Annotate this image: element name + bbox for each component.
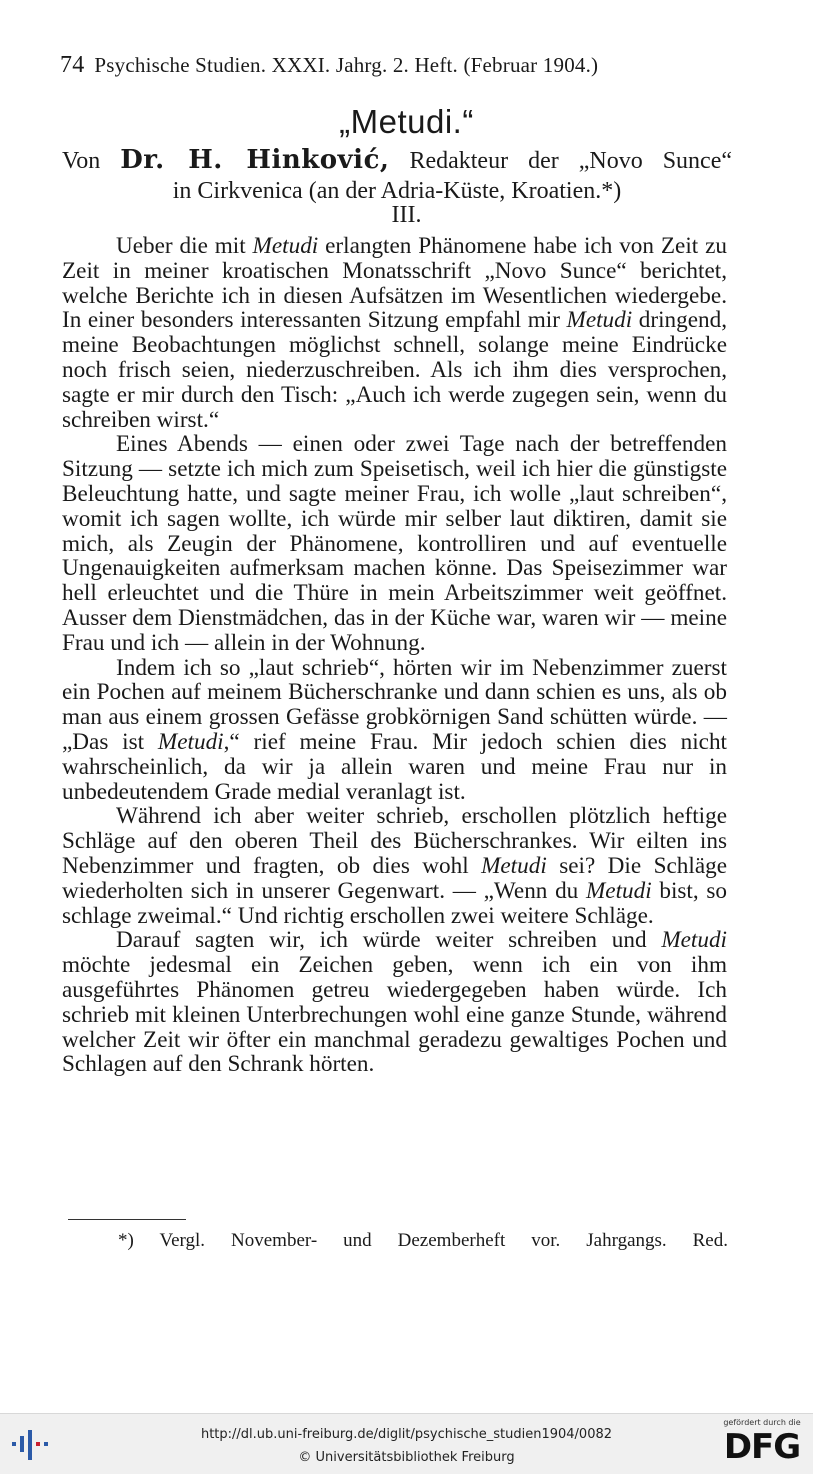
source-url[interactable]: http://dl.ub.uni-freiburg.de/diglit/psychische_studien1904/0082	[200, 1427, 613, 1442]
section-number: III.	[391, 202, 422, 228]
footnote: *) Vergl. November- und Dezemberheft vor. Jahrgangs. Red.	[118, 1230, 728, 1251]
body-paragraph	[62, 432, 727, 655]
author-location: in Cirkvenica (an der Adria-Küste, Kroatien.*)	[172, 178, 622, 204]
italic-name: Metudi	[481, 852, 547, 879]
author-role: Redakteur der „Novo Sunce“	[409, 148, 733, 174]
byline-line-1	[62, 145, 732, 176]
author-name: Dr. H. Hinković,	[120, 145, 390, 175]
text-run: sei? Die Schläge wiederholten sich in unserer Gegenwart. — „Wenn du	[62, 852, 727, 904]
italic-name: Metudi	[252, 233, 319, 259]
viewer-footer	[0, 1413, 813, 1474]
body-paragraph	[62, 656, 727, 805]
text-run: erlangten Phänomene habe ich von Zeit zu Zeit in meiner kroatischen Monatsschrift „Novo Sunce“ berichtet, welche Berichte ich in diesen Aufsätzen im Wesentlichen wiedergebe. In einer besonders interessanten Sitzung empfahl mir	[62, 233, 727, 334]
byline	[62, 145, 732, 206]
text-run: Ueber die mit	[116, 233, 253, 259]
text-run: Während ich aber weiter schrieb, erschollen plötzlich heftige Schläge auf den oberen Theil des Bücherschrankes. Wir eilten ins Nebenzimmer und fragten, ob dies wohl	[62, 803, 727, 879]
text-run: bist, so schlage zweimal.“ Und richtig erschollen zwei weitere Schläge.	[62, 877, 727, 929]
text-run: Eines Abends — einen oder zwei Tage nach der betreffenden Sitzung — setzte ich mich zum Speisetisch, weil ich hier die günstigste Beleuchtung hatte, und sagte meiner Frau, ich wolle „laut schreiben“, womit ich sagen wollte, ich würde mir selber laut diktiren, damit sie mich, als Zeugin der Phänomene, kontrolliren und auf eventuelle Ungenauigkeiten aufmerksam machen könne. Das Speisezimmer war hell erleuchtet und die Thüre in mein Arbeitszimmer weit geöffnet. Ausser dem Dienstmädchen, das in der Küche war, waren wir — meine Frau und ich — allein in der Wohnung.	[62, 431, 727, 656]
running-head	[60, 52, 700, 79]
copyright-notice: © Universitätsbibliothek Freiburg	[298, 1450, 515, 1465]
footnote-rule	[68, 1219, 186, 1220]
running-title: Psychische Studien. XXXI. Jahrg. 2. Heft. (Februar 1904.)	[94, 53, 599, 77]
dfg-logo	[716, 1418, 808, 1472]
italic-name: Metudi	[566, 307, 633, 334]
text-run: Darauf sagten wir, ich würde weiter schreiben und	[116, 927, 662, 954]
body-paragraph	[62, 928, 727, 1077]
italic-name: Metudi	[157, 728, 224, 755]
italic-name: Metudi	[661, 927, 727, 954]
article-body	[62, 234, 727, 1077]
byline-prefix: Von	[62, 148, 101, 174]
text-run: dringend, meine Beobachtungen möglichst schnell, solange meine Eindrücke noch frisch seien, niederzuschreiben. Als ich ihm dies versprochen, sagte er mir durch den Tisch: „Auch ich werde zugegen sein, wenn du schreiben wirst.“	[62, 307, 727, 433]
italic-name: Metudi	[585, 877, 652, 904]
page-number: 74	[60, 52, 85, 78]
dfg-caption: gefördert durch die	[723, 1418, 801, 1427]
article-title: „Metudi.“	[339, 103, 474, 140]
dfg-wordmark: DFG	[723, 1427, 801, 1467]
text-run: ,“ rief meine Frau. Mir jedoch schien dies nicht wahrscheinlich, da wir ja allein waren und meine Frau nur in unbedeutendem Grade medial veranlagt ist.	[62, 728, 727, 805]
text-run: Indem ich so „laut schrieb“, hörten wir im Nebenzimmer zuerst ein Pochen auf meinem Bücherschranke und dann schien es uns, als ob man aus einem grossen Gefässe grobkörnigen Sand schütten würde. — „Das ist	[62, 654, 727, 755]
text-run: möchte jedesmal ein Zeichen geben, wenn ich ein von ihm ausgeführtes Phänomen getreu wiedergegeben haben würde. Ich schrieb mit kleinen Unterbrechungen wohl eine ganze Stunde, während welcher Zeit wir öfter ein manchmal geradezu gewaltiges Pochen und Schlagen auf den Schrank hörten.	[62, 952, 727, 1078]
body-paragraph	[62, 234, 727, 432]
body-paragraph	[62, 804, 727, 928]
